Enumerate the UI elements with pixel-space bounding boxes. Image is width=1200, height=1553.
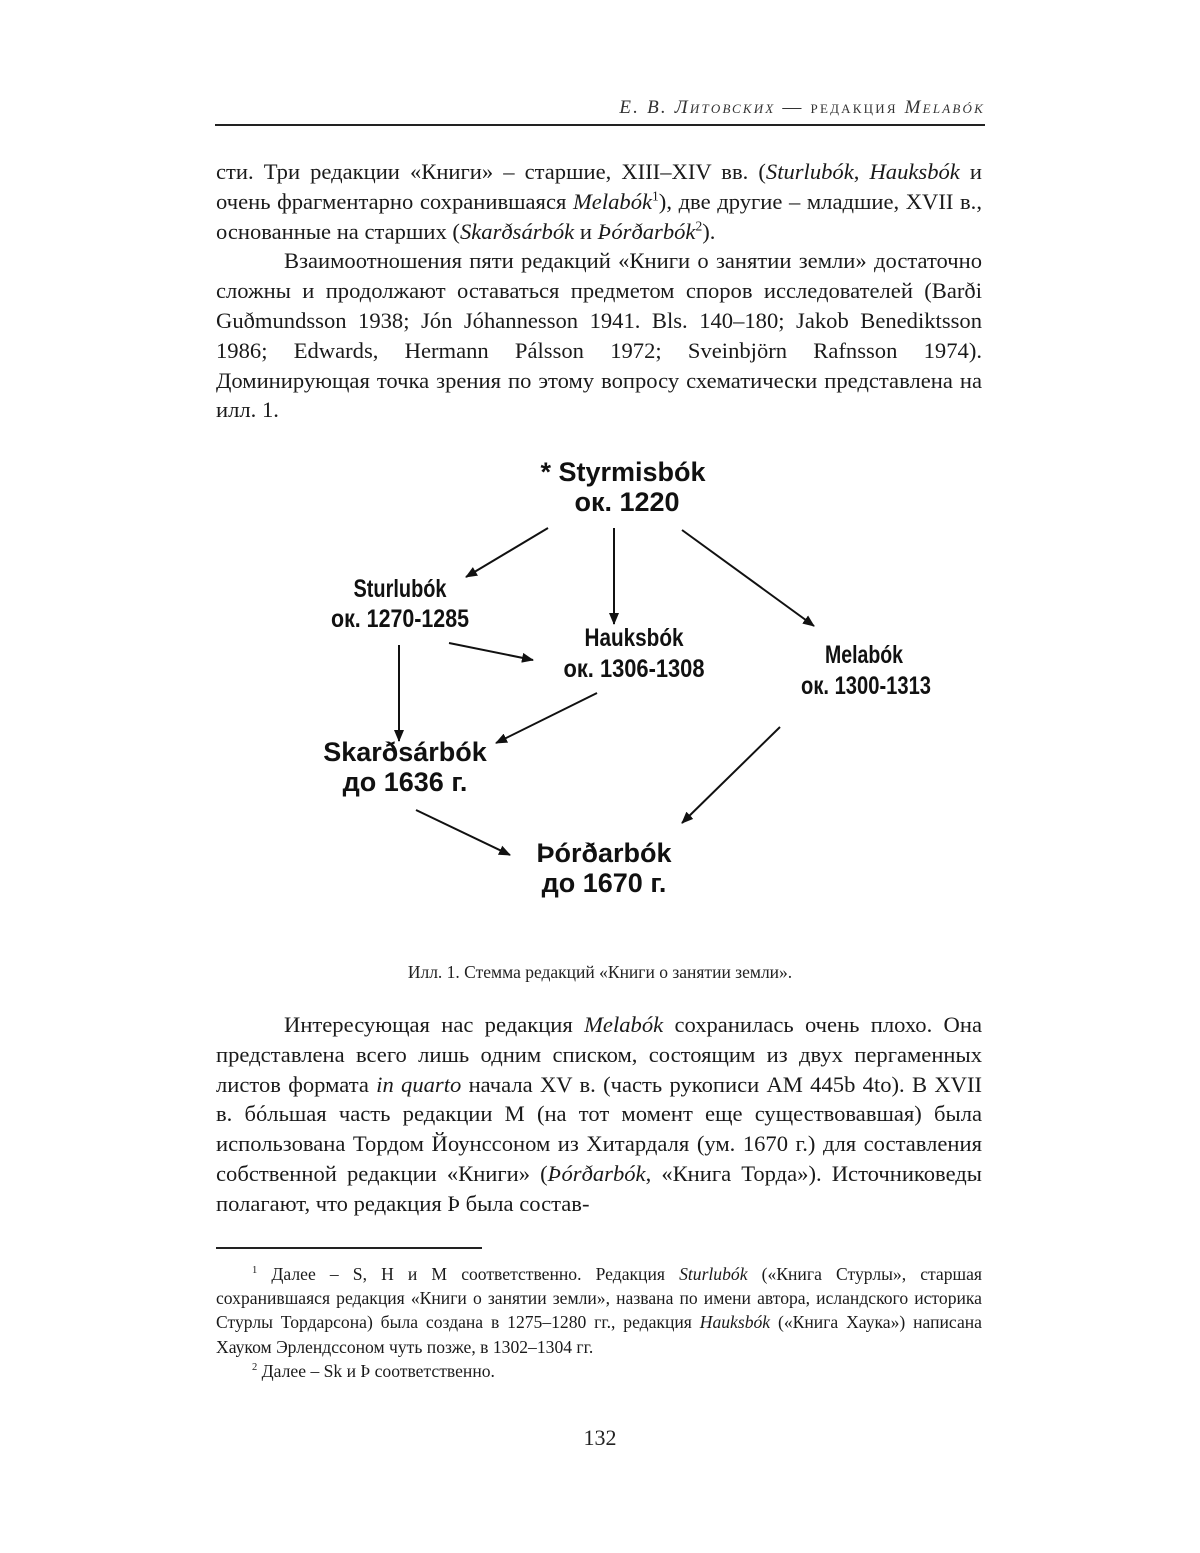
text-run: сти. Три редакции «Книги» – старшие, XIII–XIV вв. ( xyxy=(216,159,766,184)
italic-term: Sturlubók xyxy=(679,1264,748,1284)
page-number: 132 xyxy=(583,1425,617,1450)
footnote-1 xyxy=(216,1262,982,1359)
node-styrmisbok-date: ок. 1220 xyxy=(574,487,680,517)
edge-hauks-skards xyxy=(496,693,597,743)
running-head-author: Е. В. Литовских xyxy=(619,97,776,118)
footnote-ref: 2 xyxy=(252,1361,258,1373)
text-run: и xyxy=(574,218,598,244)
node-sturlubok-date: ок. 1270-1285 xyxy=(331,605,470,633)
text-run: , «Книга Торда»). Источниковеды полагают, что редакция Þ была состав- xyxy=(216,1160,982,1216)
italic-term: Melabók xyxy=(584,1012,664,1037)
text-run: ). xyxy=(702,218,716,244)
edge-skards-thord xyxy=(416,810,510,855)
italic-term: Sturlubók xyxy=(765,159,854,184)
text-run: ), две другие – младшие, XVII в., основанные на старших ( xyxy=(216,188,982,244)
edge-mela-thord xyxy=(682,727,780,823)
footnote-rule xyxy=(216,1247,482,1249)
node-skardsarbok xyxy=(323,737,488,797)
figure-caption: Илл. 1. Стемма редакций «Книги о занятии земли». xyxy=(407,962,793,982)
edge-styrmis-mela xyxy=(682,530,814,626)
node-thordarbok-name: Þórðarbók xyxy=(536,838,672,868)
italic-term: Þórðarbók xyxy=(597,218,696,244)
italic-term: Þórðarbók xyxy=(547,1160,646,1186)
text-run: Далее – S, H и M соответственно. Редакция xyxy=(257,1264,680,1284)
text-run: , xyxy=(853,159,870,184)
text-run: Интересующая нас редакция xyxy=(284,1012,585,1037)
footnotes xyxy=(216,1262,982,1383)
italic-term: Hauksbók xyxy=(699,1312,771,1333)
edge-sturlu-hauks xyxy=(449,643,533,660)
text-run: Далее – Sk и Þ соответственно. xyxy=(257,1360,495,1381)
footnote-2 xyxy=(216,1359,982,1383)
node-melabok-name: Melabók xyxy=(825,641,904,669)
text-run: («Книга Стурлы», старшая сохранившаяся редакция «Книги о занятии земли», названа по имени автора, исландского историка Стурлы Тордарсона) была создана в 1275–1280 гг., редакция xyxy=(216,1264,982,1333)
text-run: сохранилась очень плохо. Она представлена всего лишь одним списком, состоящим из двух пергаменных листов формата xyxy=(216,1012,982,1097)
text-run: и очень фрагментарно сохранившаяся xyxy=(216,159,982,214)
text-run: Взаимоотношения пяти редакций «Книги о занятии земли» достаточно сложны и продолжают оставаться предметом споров исследователей (Barði Guðmundsson 1938; Jón Jóhannesson 1941. Bls. 140–180; Jakob Benediktsson 1986; Edwards, Hermann Pálsson 1972; Sveinbjörn Rafnsson 1974). Доминирующая точка зрения по этому вопросу схематически представлена на илл. 1. xyxy=(216,248,982,423)
italic-term: Skarðsárbók xyxy=(459,218,575,244)
node-styrmisbok-name: * Styrmisbók xyxy=(540,457,706,487)
edge-styrmis-sturlu xyxy=(466,528,548,577)
node-thordarbok xyxy=(536,838,672,898)
node-hauksbok xyxy=(564,624,705,683)
italic-term: Hauksbók xyxy=(869,159,960,184)
node-thordarbok-date: до 1670 г. xyxy=(541,868,667,898)
node-melabok xyxy=(801,641,931,700)
text-run: («Книга Хаука») написана Хауком Эрлендссоном чуть позже, в 1302–1304 гг. xyxy=(216,1312,982,1357)
footnote-ref: 1 xyxy=(652,188,659,204)
body-text-lower xyxy=(216,1010,982,1219)
footnote-ref: 2 xyxy=(695,218,703,234)
node-styrmisbok xyxy=(540,457,706,517)
node-melabok-date: ок. 1300-1313 xyxy=(801,672,931,700)
node-sturlubok xyxy=(331,575,469,633)
running-head-title: редакция xyxy=(810,97,905,118)
node-sturlubok-name: Sturlubók xyxy=(353,575,447,603)
italic-term: in quarto xyxy=(376,1071,462,1097)
node-skardsarbok-name: Skarðsárbók xyxy=(323,737,487,767)
node-hauksbok-date: ок. 1306-1308 xyxy=(563,655,705,683)
text-run: начала XV в. (часть рукописи AM 445b 4to). В XVII в. бóльшая часть редакции M (на тот момент еще существовавшая) была использована Тордом Йоунссоном из Хитардаля (ум. 1670 г.) для составления собственной редакции «Книги» ( xyxy=(216,1071,983,1186)
running-head-dash: — xyxy=(775,97,811,118)
footnote-ref: 1 xyxy=(252,1265,258,1277)
node-hauksbok-name: Hauksbók xyxy=(584,624,684,652)
italic-term: Melabók xyxy=(572,188,653,214)
running-head-title-italic: Melabók xyxy=(904,97,985,118)
paragraph xyxy=(216,1010,982,1219)
node-skardsarbok-date: до 1636 г. xyxy=(342,767,468,797)
